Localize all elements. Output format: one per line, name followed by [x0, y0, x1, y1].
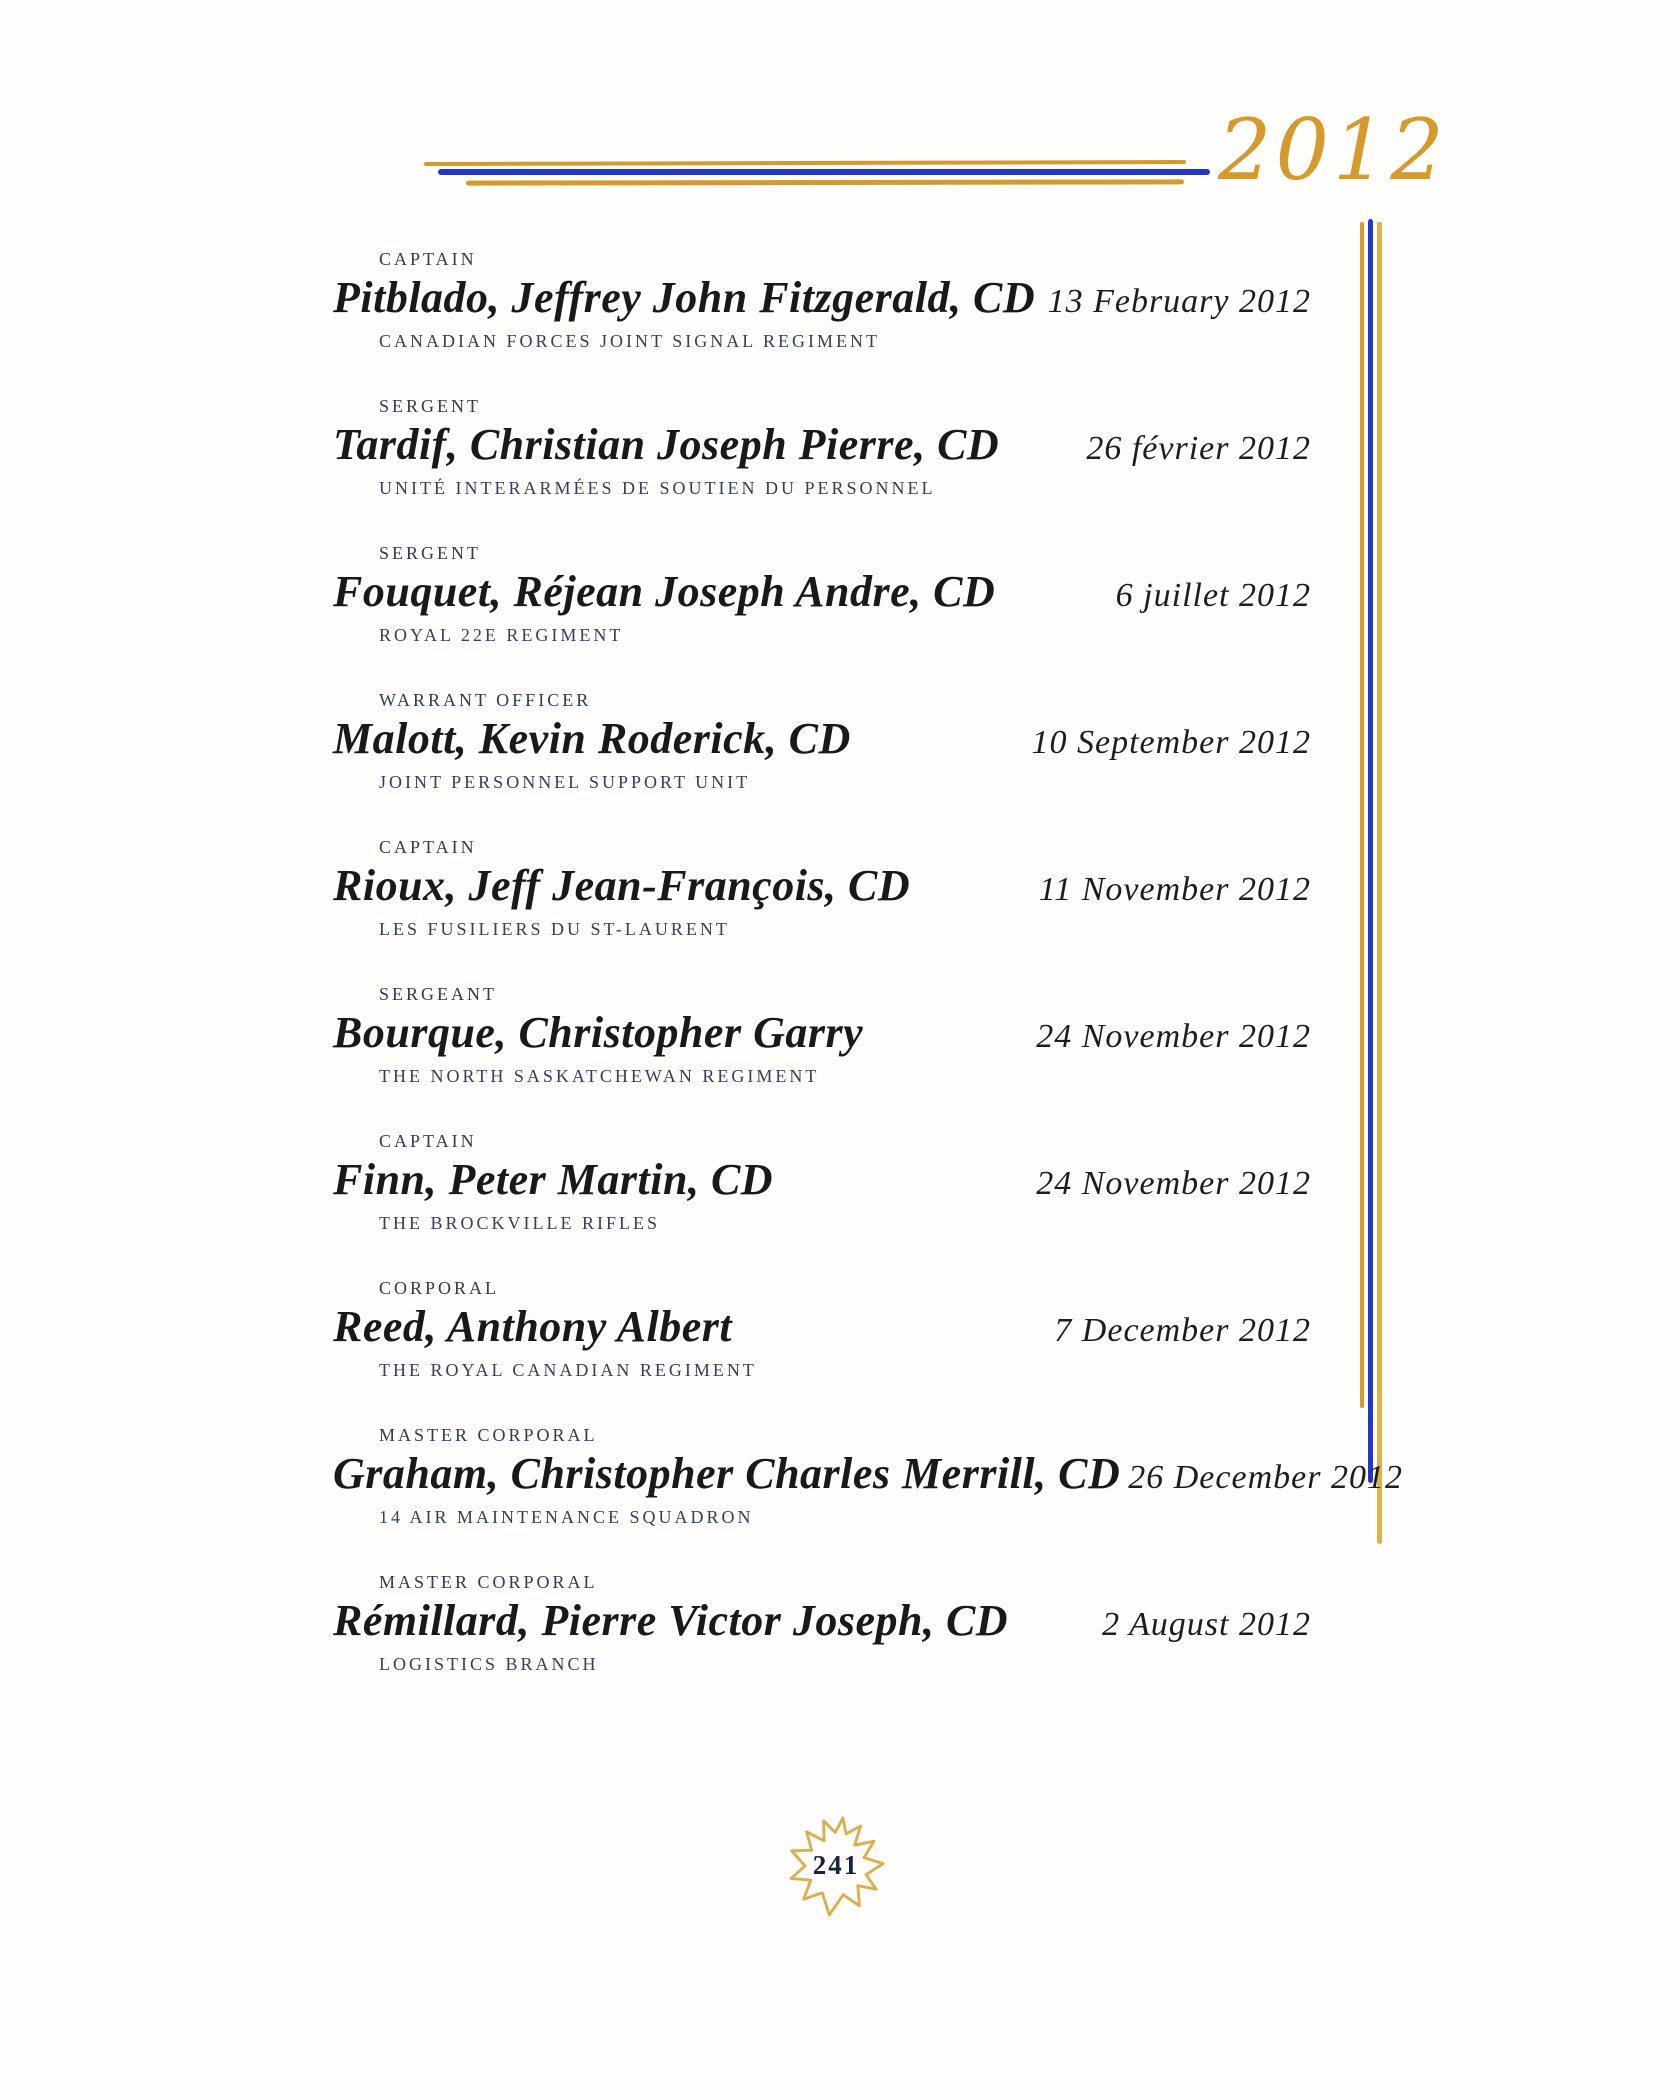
- rank-label: SERGENT: [379, 396, 481, 416]
- rank-label: SERGEANT: [379, 984, 497, 1004]
- member-name: Rémillard, Pierre Victor Joseph, CD: [333, 1596, 1009, 1645]
- entry: [333, 1277, 1311, 1424]
- unit-name: THE NORTH SASKATCHEWAN REGIMENT: [379, 1066, 820, 1086]
- member-name: Finn, Peter Martin, CD: [333, 1155, 774, 1204]
- entry: [333, 542, 1311, 689]
- rank-label: CAPTAIN: [379, 249, 477, 269]
- member-name: Reed, Anthony Albert: [333, 1302, 733, 1351]
- member-name: Rioux, Jeff Jean-François, CD: [333, 861, 911, 910]
- member-name: Tardif, Christian Joseph Pierre, CD: [333, 420, 1000, 469]
- entry-date: 24 November 2012: [1036, 1165, 1311, 1202]
- rank-label: CORPORAL: [379, 1278, 500, 1298]
- unit-name: UNITÉ INTERARMÉES DE SOUTIEN DU PERSONNEL: [379, 478, 936, 498]
- member-name: Bourque, Christopher Garry: [333, 1008, 864, 1057]
- entry-list: [333, 248, 1403, 1718]
- entry: [333, 689, 1311, 836]
- rank-label: CAPTAIN: [379, 837, 477, 857]
- unit-name: JOINT PERSONNEL SUPPORT UNIT: [379, 772, 751, 792]
- entry-date: 26 December 2012: [1128, 1459, 1403, 1496]
- rank-label: MASTER CORPORAL: [379, 1425, 598, 1445]
- rank-label: WARRANT OFFICER: [379, 690, 592, 710]
- entry-date: 11 November 2012: [1038, 871, 1311, 908]
- entry: [333, 1424, 1403, 1571]
- member-name: Fouquet, Réjean Joseph Andre, CD: [333, 567, 996, 616]
- header-rule-blue: [438, 169, 1210, 175]
- page-number-badge: [778, 1812, 894, 1922]
- entry-date: 6 juillet 2012: [1115, 577, 1311, 614]
- unit-name: 14 AIR MAINTENANCE SQUADRON: [379, 1507, 754, 1527]
- unit-name: LES FUSILIERS DU ST-LAURENT: [379, 919, 730, 939]
- member-name: Graham, Christopher Charles Merrill, CD: [333, 1449, 1121, 1498]
- entry-date: 7 December 2012: [1054, 1312, 1311, 1349]
- entry-date: 2 August 2012: [1102, 1606, 1311, 1643]
- year-heading: 2012: [1218, 101, 1448, 199]
- margin-rule-gold-left: [1360, 222, 1364, 1408]
- unit-name: ROYAL 22E REGIMENT: [379, 625, 624, 645]
- rank-label: CAPTAIN: [379, 1131, 477, 1151]
- unit-name: CANADIAN FORCES JOINT SIGNAL REGIMENT: [379, 331, 881, 351]
- entry: [333, 1571, 1311, 1718]
- entry-date: 10 September 2012: [1031, 724, 1311, 761]
- margin-rule-blue: [1368, 219, 1373, 1483]
- entry-date: 13 February 2012: [1047, 283, 1311, 320]
- header-rule-gold-top: [424, 160, 1186, 166]
- entry: [333, 248, 1311, 395]
- member-name: Malott, Kevin Roderick, CD: [333, 714, 851, 763]
- entry: [333, 395, 1311, 542]
- page-number: 241: [812, 1850, 860, 1880]
- entry: [333, 836, 1311, 983]
- unit-name: THE ROYAL CANADIAN REGIMENT: [379, 1360, 757, 1380]
- member-name: Pitblado, Jeffrey John Fitzgerald, CD: [333, 273, 1036, 322]
- unit-name: LOGISTICS BRANCH: [379, 1654, 599, 1674]
- entry: [333, 1130, 1311, 1277]
- entry: [333, 983, 1311, 1130]
- header-rule-gold-bottom: [466, 179, 1184, 185]
- entry-date: 26 février 2012: [1086, 430, 1311, 467]
- unit-name: THE BROCKVILLE RIFLES: [379, 1213, 660, 1233]
- rank-label: MASTER CORPORAL: [379, 1572, 598, 1592]
- rank-label: SERGENT: [379, 543, 481, 563]
- margin-rule-gold-right: [1377, 222, 1382, 1544]
- entry-date: 24 November 2012: [1036, 1018, 1311, 1055]
